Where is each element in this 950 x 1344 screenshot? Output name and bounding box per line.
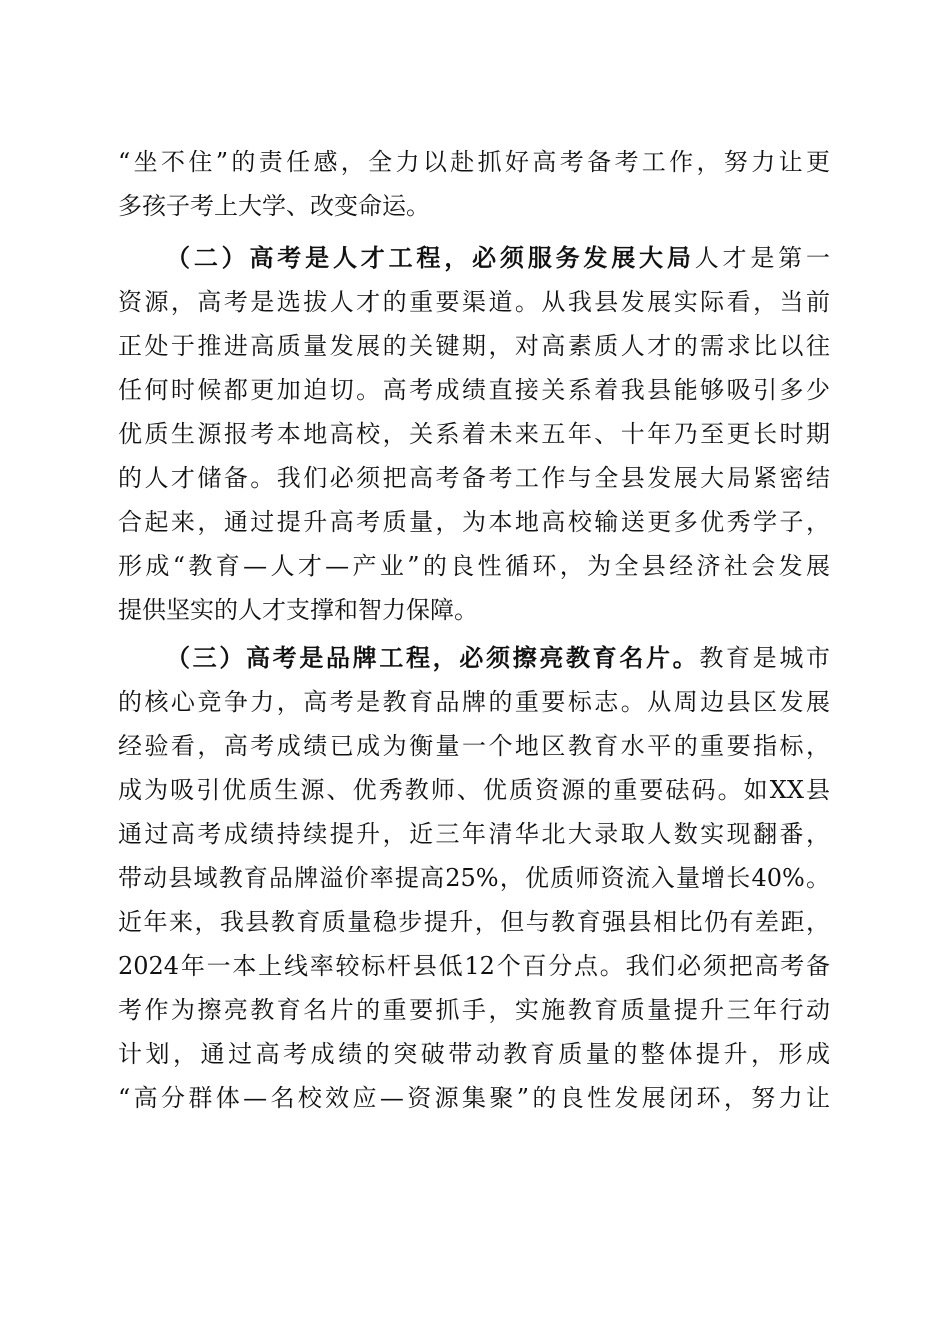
section-heading: （二）高考是人才工程，必须服务发展大局 — [166, 243, 695, 272]
text-line: 的人才储备。我们必须把高考备考工作与全县发展大局紧密结 — [118, 464, 830, 492]
text-line: 近年来，我县教育质量稳步提升，但与教育强县相比仍有差距， — [118, 908, 830, 936]
text-line: 形成“教育—人才—产业”的良性循环，为全县经济社会发展 — [118, 552, 830, 580]
text-line: 带动县域教育品牌溢价率提高25%，优质师资流入量增长40%。 — [118, 864, 830, 892]
text-run: 人才是第一 — [694, 244, 830, 272]
text-line: 经验看，高考成绩已成为衡量一个地区教育水平的重要指标， — [118, 732, 830, 760]
text-line: 合起来，通过提升高考质量，为本地高校输送更多优秀学子， — [118, 508, 830, 536]
text-line: 任何时候都更加迫切。高考成绩直接关系着我县能够吸引多少 — [118, 376, 830, 404]
text-line: 计划，通过高考成绩的突破带动教育质量的整体提升，形成 — [118, 1040, 830, 1068]
text-line: 2024年一本上线率较标杆县低12个百分点。我们必须把高考备 — [118, 952, 830, 980]
text-line: 优质生源报考本地高校，关系着未来五年、十年乃至更长时期 — [118, 420, 830, 448]
section-heading: （三）高考是品牌工程，必须擦亮教育名片。 — [166, 643, 700, 672]
paragraph-heading-line — [166, 636, 830, 680]
text-line: 的核心竞争力，高考是教育品牌的重要标志。从周边县区发展 — [118, 688, 830, 716]
text-line: 资源，高考是选拔人才的重要渠道。从我县发展实际看，当前 — [118, 288, 830, 316]
text-line: 成为吸引优质生源、优秀教师、优质资源的重要砝码。如XX县 — [118, 776, 830, 804]
text-line: 提供坚实的人才支撑和智力保障。 — [118, 596, 478, 624]
text-line: 正处于推进高质量发展的关键期，对高素质人才的需求比以往 — [118, 332, 830, 360]
text-run: 教育是城市 — [699, 644, 830, 672]
text-line: “高分群体—名校效应—资源集聚”的良性发展闭环，努力让 — [118, 1084, 830, 1112]
text-line: 多孩子考上大学、改变命运。 — [118, 192, 430, 220]
text-line: 通过高考成绩持续提升，近三年清华北大录取人数实现翻番， — [118, 820, 830, 848]
paragraph-heading-line — [166, 236, 830, 280]
text-line: “坐不住”的责任感，全力以赴抓好高考备考工作，努力让更 — [118, 148, 830, 176]
text-line: 考作为擦亮教育名片的重要抓手，实施教育质量提升三年行动 — [118, 996, 830, 1024]
